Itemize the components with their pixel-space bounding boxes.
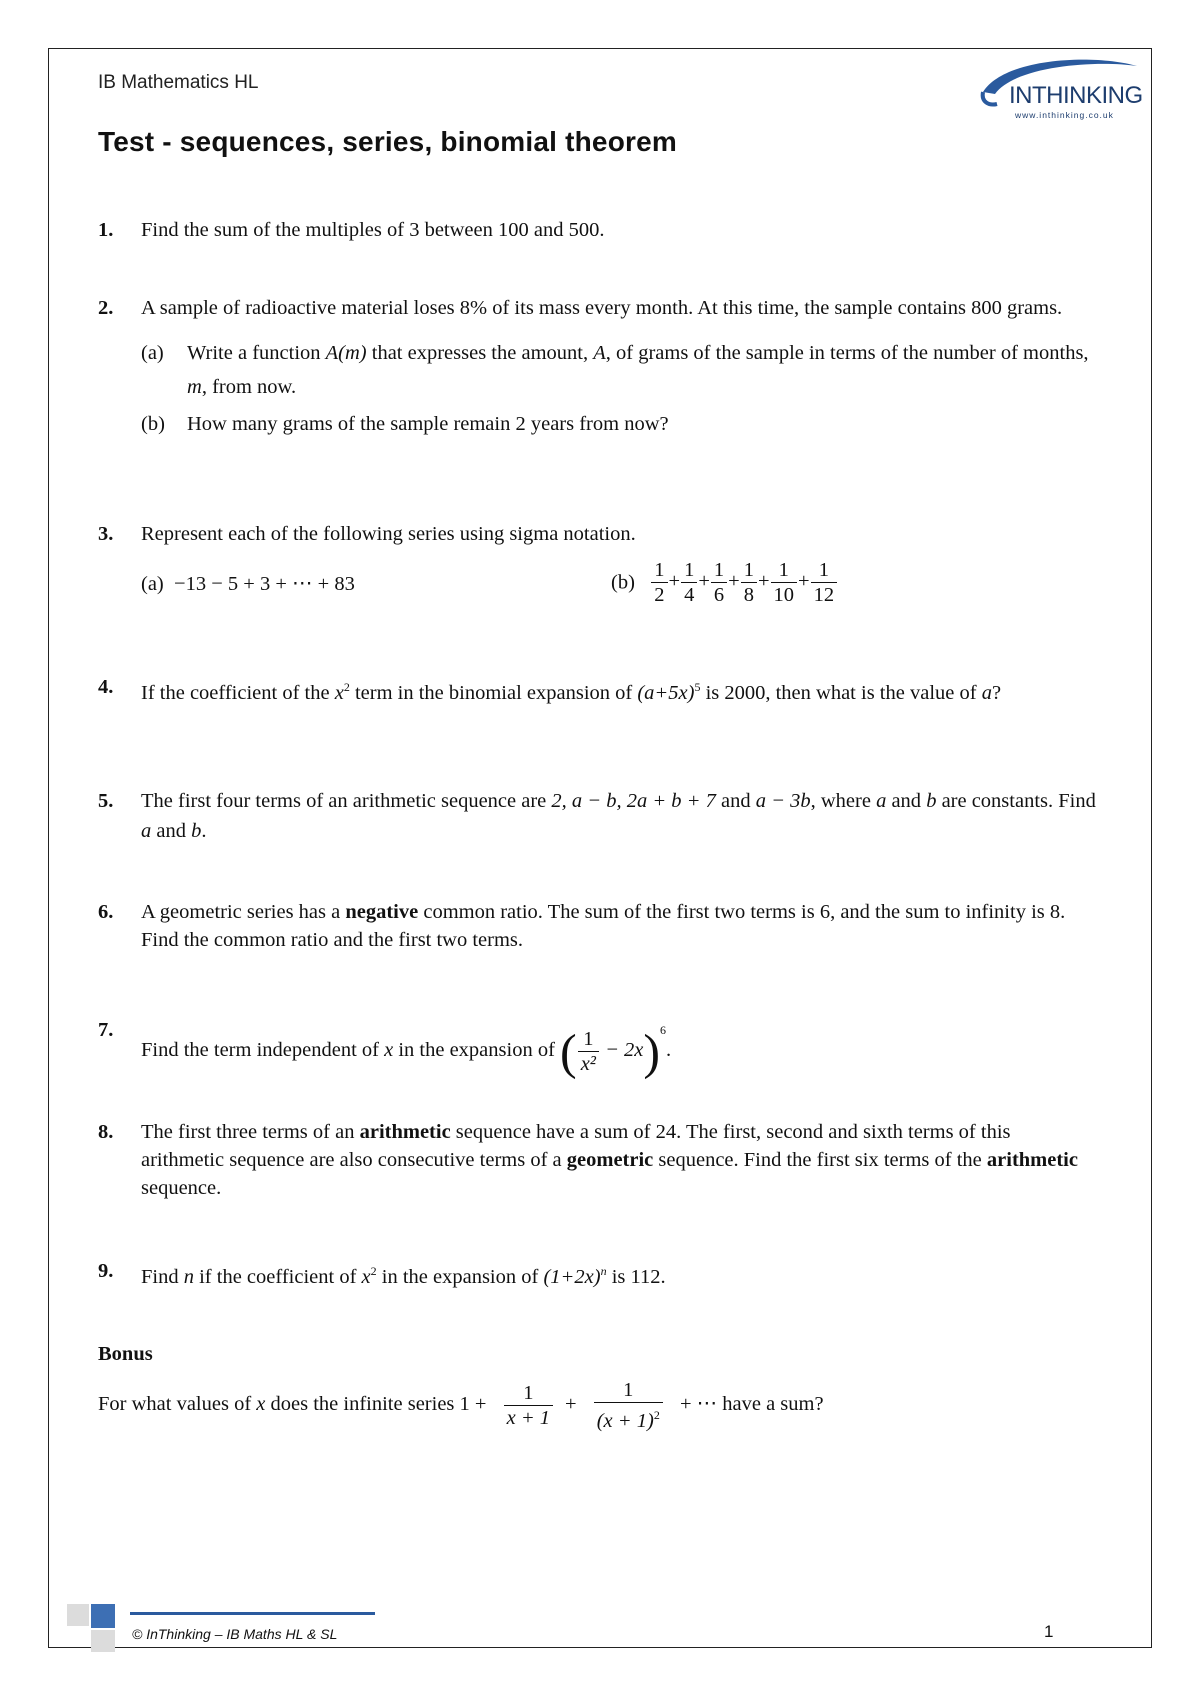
question-text: Find n if the coefficient of $x^2$ in the expansion of $(1+2x)^n$ is 112.	[141, 1264, 666, 1288]
question-number: 9.	[98, 1260, 114, 1282]
question-number: 1.	[98, 219, 114, 241]
bonus-text: For what values of x does the infinite series 1 + $\frac{1}{x + 1}$ + $\frac{1}{(x + 1)^2}$ + ⋯ have a sum?	[98, 1379, 824, 1432]
bonus-question	[98, 1340, 1098, 1433]
fraction: $\frac{1}{6}$	[711, 558, 727, 607]
logo-url: www.inthinking.co.uk	[1015, 110, 1114, 120]
question-number: 6.	[98, 901, 114, 923]
question-number: 2.	[98, 297, 114, 319]
question-text: Find the term independent of x in the expansion of ( $\frac{1}{\text{x²}}$ − 2x)$^6$.	[141, 1023, 672, 1080]
question-4	[98, 670, 1098, 710]
footer-copyright: © InThinking – IB Maths HL & SL	[132, 1626, 338, 1642]
question-3b: (b) $\frac{1}{2}$ + $\frac{1}{4}$ + $\frac{1}{6}$ + $\frac{1}{8}$ + $\frac{1}{10}$ + $\frac{1}{12}$	[611, 558, 838, 607]
bonus-title: Bonus	[98, 1343, 153, 1365]
function-name: A(m)	[325, 342, 367, 364]
question-6	[98, 898, 1098, 954]
question-number: 7.	[98, 1019, 114, 1041]
question-3-parts	[141, 558, 1098, 614]
page-title: Test - sequences, series, binomial theorem	[98, 126, 677, 157]
fraction: $\frac{1}{x + 1}$	[504, 1381, 553, 1430]
footer-square-icon	[91, 1604, 115, 1628]
question-2	[98, 294, 1098, 438]
inthinking-logo	[975, 52, 1145, 122]
question-2b: (b) How many grams of the sample remain 2 years from now?	[141, 410, 1098, 438]
question-7	[98, 1000, 1098, 1080]
fraction: $\frac{1}{2}$	[651, 558, 667, 607]
question-text: A sample of radioactive material loses 8% of its mass every month. At this time, the sample contains 800 grams.	[141, 297, 1063, 319]
question-8	[98, 1118, 1098, 1202]
question-1	[98, 216, 1098, 244]
question-text: The first three terms of an arithmetic sequence have a sum of 24. The first, second and sixth terms of this arithmetic sequence are also consecutive terms of a geometric sequence. Find the first six terms of the arithmetic sequence.	[141, 1121, 1078, 1199]
fraction: $\frac{1}{12}$	[811, 558, 838, 607]
question-text: Find the sum of the multiples of 3 between 100 and 500.	[141, 219, 605, 241]
footer-square-icon	[91, 1630, 115, 1652]
fraction: $\frac{1}{\text{x²}}$	[578, 1027, 599, 1076]
question-9	[98, 1254, 1098, 1294]
question-number: 4.	[98, 676, 114, 698]
series-expression: −13 − 5 + 3 + ⋯ + 83	[174, 573, 355, 595]
part-label: (b)	[141, 413, 165, 435]
footer-square-icon	[67, 1604, 89, 1626]
question-number: 5.	[98, 790, 114, 812]
course-name: IB Mathematics HL	[98, 72, 259, 93]
fraction: $\frac{1}{8}$	[741, 558, 757, 607]
logo-text: INTHINKING	[1009, 82, 1143, 109]
part-label: (a)	[141, 342, 164, 364]
question-text: A geometric series has a negative common ratio. The sum of the first two terms is 6, and the sum to infinity is 8. Find the common ratio and the first two terms.	[141, 901, 1066, 951]
fraction: $\frac{1}{10}$	[771, 558, 798, 607]
question-text: If the coefficient of the $x^2$ term in the binomial expansion of $(a+5x)^5$ is 2000, then what is the value of a?	[141, 680, 1002, 704]
question-2a: (a) Write a function A(m) that expresses the amount, A, of grams of the sample in terms of the number of months, m, from now.	[141, 336, 1098, 404]
question-number: 8.	[98, 1121, 114, 1143]
question-3a: (a) −13 − 5 + 3 + ⋯ + 83	[141, 573, 355, 595]
question-text: The first four terms of an arithmetic sequence are 2, a − b, 2a + b + 7 and a − 3b, where a and b are constants. Find a and b.	[141, 790, 1096, 842]
question-3	[98, 520, 1098, 614]
question-text: Represent each of the following series using sigma notation.	[141, 523, 636, 545]
page-number: 1	[1044, 1622, 1054, 1641]
question-number: 3.	[98, 523, 114, 545]
footer-rule	[130, 1612, 375, 1615]
fraction: $\frac{1}{4}$	[681, 558, 697, 607]
question-5	[98, 786, 1098, 846]
fraction: $\frac{1}{(x + 1)^2}$	[594, 1378, 663, 1433]
